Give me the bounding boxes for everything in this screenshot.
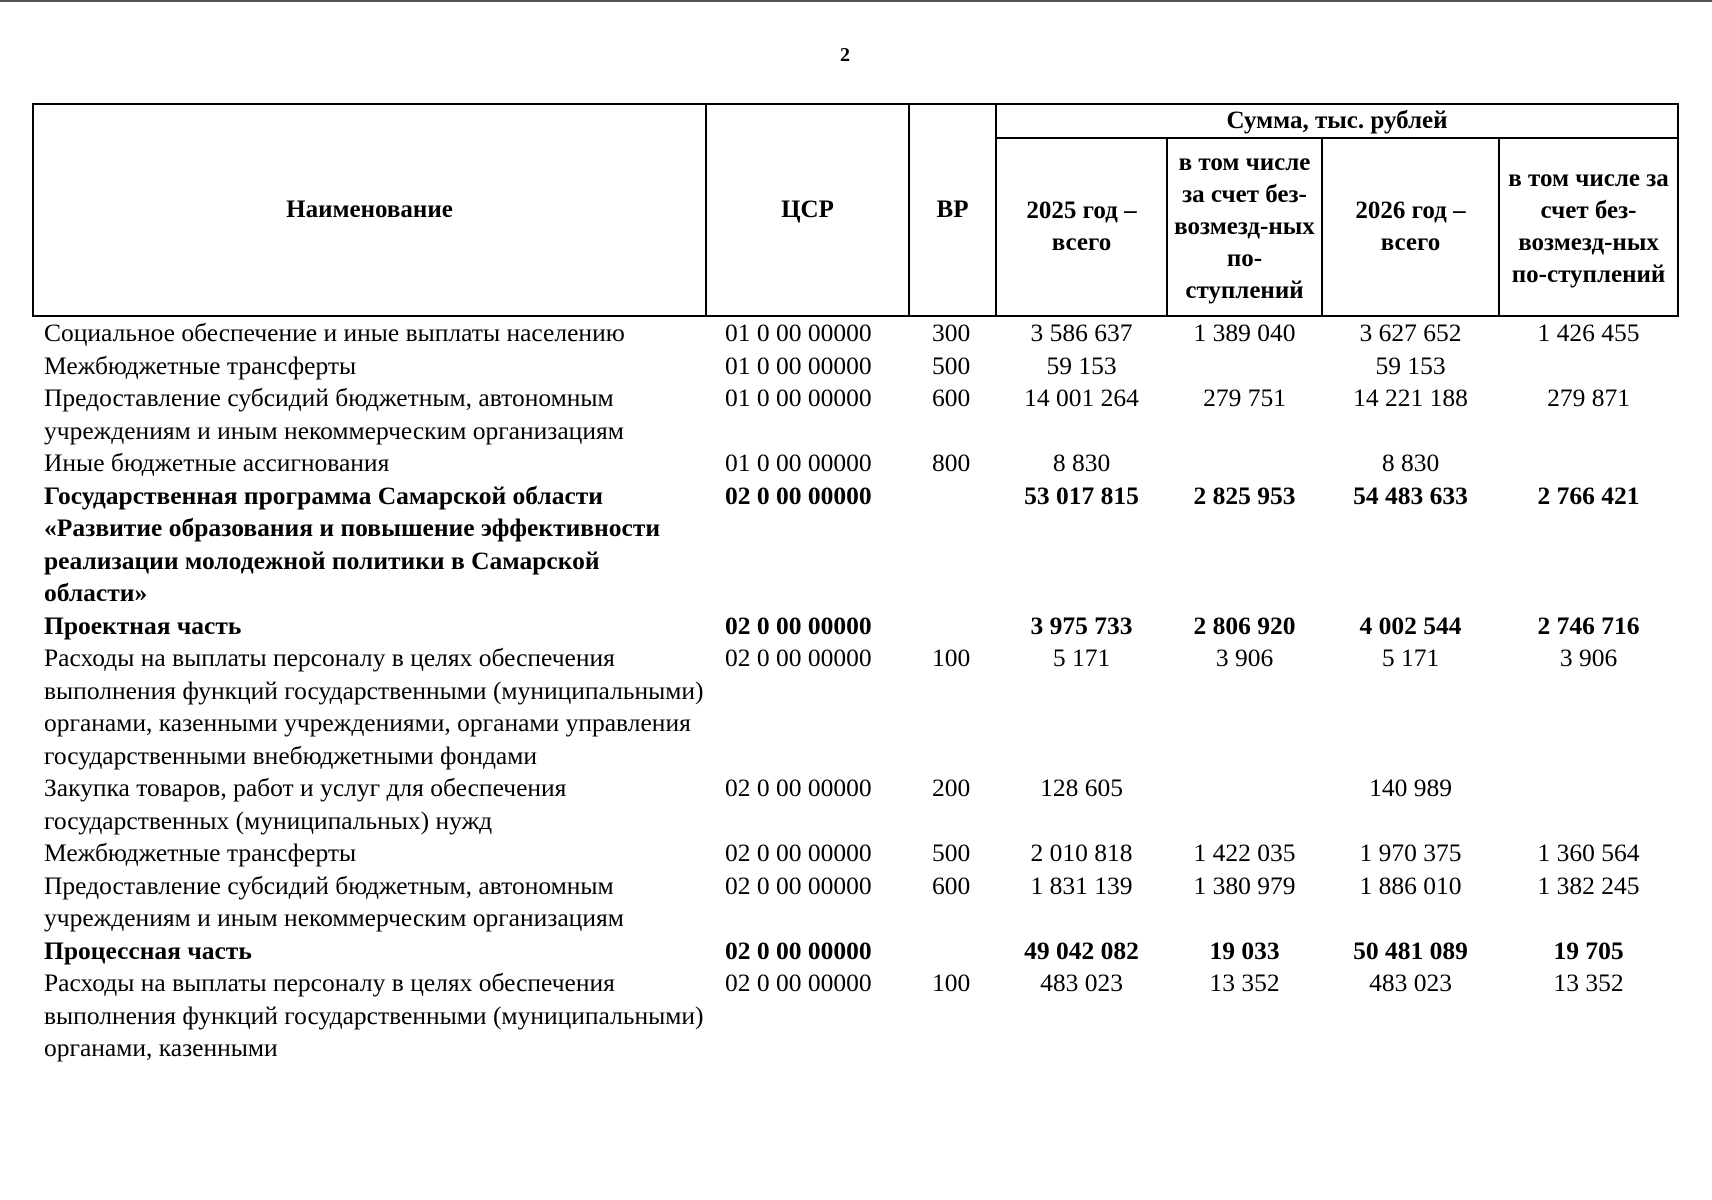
cell-2026-gratuitous	[1499, 447, 1678, 480]
table-row	[33, 772, 1678, 837]
table-row	[33, 447, 1678, 480]
top-edge-rule	[0, 0, 1712, 2]
table-header	[33, 104, 1678, 316]
cell-csr: 02 0 00 00000	[725, 643, 872, 672]
cell-2025-gratuitous	[1167, 350, 1322, 383]
cell-2025-gratuitous: 2 806 920	[1193, 610, 1296, 640]
cell-2026-gratuitous: 13 352	[1553, 968, 1624, 997]
cell-2026-total: 50 481 089	[1353, 935, 1468, 965]
header-name: Наименование	[33, 104, 706, 316]
cell-csr: 02 0 00 00000	[725, 838, 872, 867]
cell-vr: 100	[932, 643, 971, 672]
cell-2026-gratuitous: 2 766 421	[1537, 480, 1640, 510]
header-sum-title: Сумма, тыс. рублей	[996, 104, 1678, 138]
cell-2025-total: 483 023	[1040, 968, 1123, 997]
header-of-which-2025: в том числе за счет без-возмезд-ных по-ступлений	[1167, 138, 1322, 316]
header-year-2026: 2026 год – всего	[1322, 138, 1499, 316]
header-year-2025: 2025 год – всего	[996, 138, 1167, 316]
page-number: 2	[840, 44, 850, 66]
table-row	[33, 837, 1678, 870]
cell-2025-gratuitous: 279 751	[1203, 383, 1286, 412]
cell-2026-total: 140 989	[1369, 773, 1452, 802]
cell-vr	[909, 610, 996, 643]
cell-vr	[909, 480, 996, 610]
table-row	[33, 382, 1678, 447]
cell-csr: 02 0 00 00000	[725, 935, 872, 965]
cell-name: Расходы на выплаты персоналу в целях обеспечения выполнения функций государственными (муниципальными) органами, казенными учреждениями, органами управления государственными внебюджетными фондами	[44, 643, 704, 770]
cell-name: Иные бюджетные ассигнования	[44, 448, 390, 477]
cell-2025-total: 14 001 264	[1024, 383, 1139, 412]
cell-2026-total: 54 483 633	[1353, 480, 1468, 510]
budget-table-container	[32, 103, 1677, 1065]
header-csr: ЦСР	[706, 104, 909, 316]
cell-vr: 300	[932, 318, 971, 347]
cell-2026-gratuitous	[1499, 772, 1678, 837]
cell-2026-total: 1 886 010	[1359, 870, 1462, 900]
cell-2026-gratuitous	[1499, 350, 1678, 383]
cell-2026-gratuitous: 1 360 564	[1537, 838, 1640, 867]
cell-2026-gratuitous: 1 426 455	[1537, 318, 1640, 347]
table-row	[33, 350, 1678, 383]
table-row	[33, 870, 1678, 935]
cell-2025-gratuitous: 3 906	[1215, 643, 1274, 672]
cell-2026-gratuitous: 2 746 716	[1537, 610, 1640, 640]
cell-csr: 02 0 00 00000	[725, 610, 872, 640]
cell-csr: 01 0 00 00000	[725, 448, 872, 477]
table-row	[33, 935, 1678, 968]
budget-table	[32, 103, 1679, 1065]
cell-name: Закупка товаров, работ и услуг для обеспечения государственных (муниципальных) нужд	[44, 773, 567, 835]
cell-2026-total: 1 970 375	[1359, 838, 1462, 867]
cell-name: Межбюджетные трансферты	[44, 350, 357, 380]
cell-2025-total: 59 153	[1046, 350, 1117, 380]
table-row	[33, 967, 1678, 1065]
cell-2025-total: 1 831 139	[1030, 870, 1133, 900]
cell-2026-gratuitous: 19 705	[1553, 935, 1624, 965]
table-row	[33, 642, 1678, 772]
cell-name: Проектная часть	[44, 610, 242, 640]
cell-2026-total: 3 627 652	[1359, 318, 1462, 347]
cell-2026-total: 4 002 544	[1359, 610, 1462, 640]
table-row	[33, 316, 1678, 350]
cell-csr: 02 0 00 00000	[725, 870, 872, 900]
cell-name: Государственная программа Самарской области «Развитие образования и повышение эффективности реализации молодежной политики в Самарской области»	[44, 480, 661, 607]
cell-2025-gratuitous: 1 389 040	[1193, 318, 1296, 347]
cell-csr: 02 0 00 00000	[725, 773, 872, 802]
cell-2026-total: 59 153	[1375, 350, 1446, 380]
cell-name: Межбюджетные трансферты	[44, 838, 357, 867]
cell-vr: 600	[932, 383, 971, 412]
cell-2026-total: 8 830	[1381, 448, 1440, 477]
cell-name: Предоставление субсидий бюджетным, автономным учреждениям и иным некоммерческим организациям	[44, 870, 624, 932]
cell-vr	[909, 935, 996, 968]
cell-2025-total: 53 017 815	[1024, 480, 1139, 510]
cell-2026-total: 5 171	[1381, 643, 1440, 672]
cell-name: Социальное обеспечение и иные выплаты населению	[44, 318, 625, 347]
cell-csr: 01 0 00 00000	[725, 350, 872, 380]
cell-csr: 01 0 00 00000	[725, 383, 872, 412]
table-body	[33, 316, 1678, 1065]
cell-2025-total: 3 586 637	[1030, 318, 1133, 347]
cell-2025-total: 2 010 818	[1030, 838, 1133, 867]
cell-2025-total: 8 830	[1052, 448, 1111, 477]
cell-name: Процессная часть	[44, 935, 252, 965]
table-row	[33, 480, 1678, 610]
cell-2026-gratuitous: 1 382 245	[1537, 870, 1640, 900]
cell-2026-total: 483 023	[1369, 968, 1452, 997]
cell-2025-total: 5 171	[1052, 643, 1111, 672]
cell-2025-gratuitous: 1 380 979	[1193, 870, 1296, 900]
cell-csr: 02 0 00 00000	[725, 480, 872, 510]
cell-2025-total: 3 975 733	[1030, 610, 1133, 640]
cell-2025-gratuitous: 1 422 035	[1193, 838, 1296, 867]
cell-2026-gratuitous: 3 906	[1559, 643, 1618, 672]
cell-2025-gratuitous: 2 825 953	[1193, 480, 1296, 510]
cell-vr: 100	[932, 968, 971, 997]
cell-2025-total: 128 605	[1040, 773, 1123, 802]
cell-csr: 02 0 00 00000	[725, 968, 872, 997]
cell-vr: 200	[932, 773, 971, 802]
header-of-which-2026: в том числе за счет без-возмезд-ных по-ступлений	[1499, 138, 1678, 316]
cell-2025-total: 49 042 082	[1024, 935, 1139, 965]
cell-name: Расходы на выплаты персоналу в целях обеспечения выполнения функций государственными (муниципальными) органами, казенными	[44, 968, 704, 1062]
cell-2025-gratuitous: 13 352	[1209, 968, 1280, 997]
cell-csr: 01 0 00 00000	[725, 318, 872, 347]
cell-vr: 500	[932, 350, 971, 380]
cell-2026-total: 14 221 188	[1353, 383, 1468, 412]
cell-2025-gratuitous	[1167, 772, 1322, 837]
table-row	[33, 610, 1678, 643]
cell-vr: 800	[932, 448, 971, 477]
header-vr: ВР	[909, 104, 996, 316]
cell-2025-gratuitous: 19 033	[1209, 935, 1280, 965]
cell-2025-gratuitous	[1167, 447, 1322, 480]
cell-vr: 600	[932, 870, 971, 900]
cell-name: Предоставление субсидий бюджетным, автономным учреждениям и иным некоммерческим организациям	[44, 383, 624, 445]
cell-vr: 500	[932, 838, 971, 867]
cell-2026-gratuitous: 279 871	[1547, 383, 1630, 412]
